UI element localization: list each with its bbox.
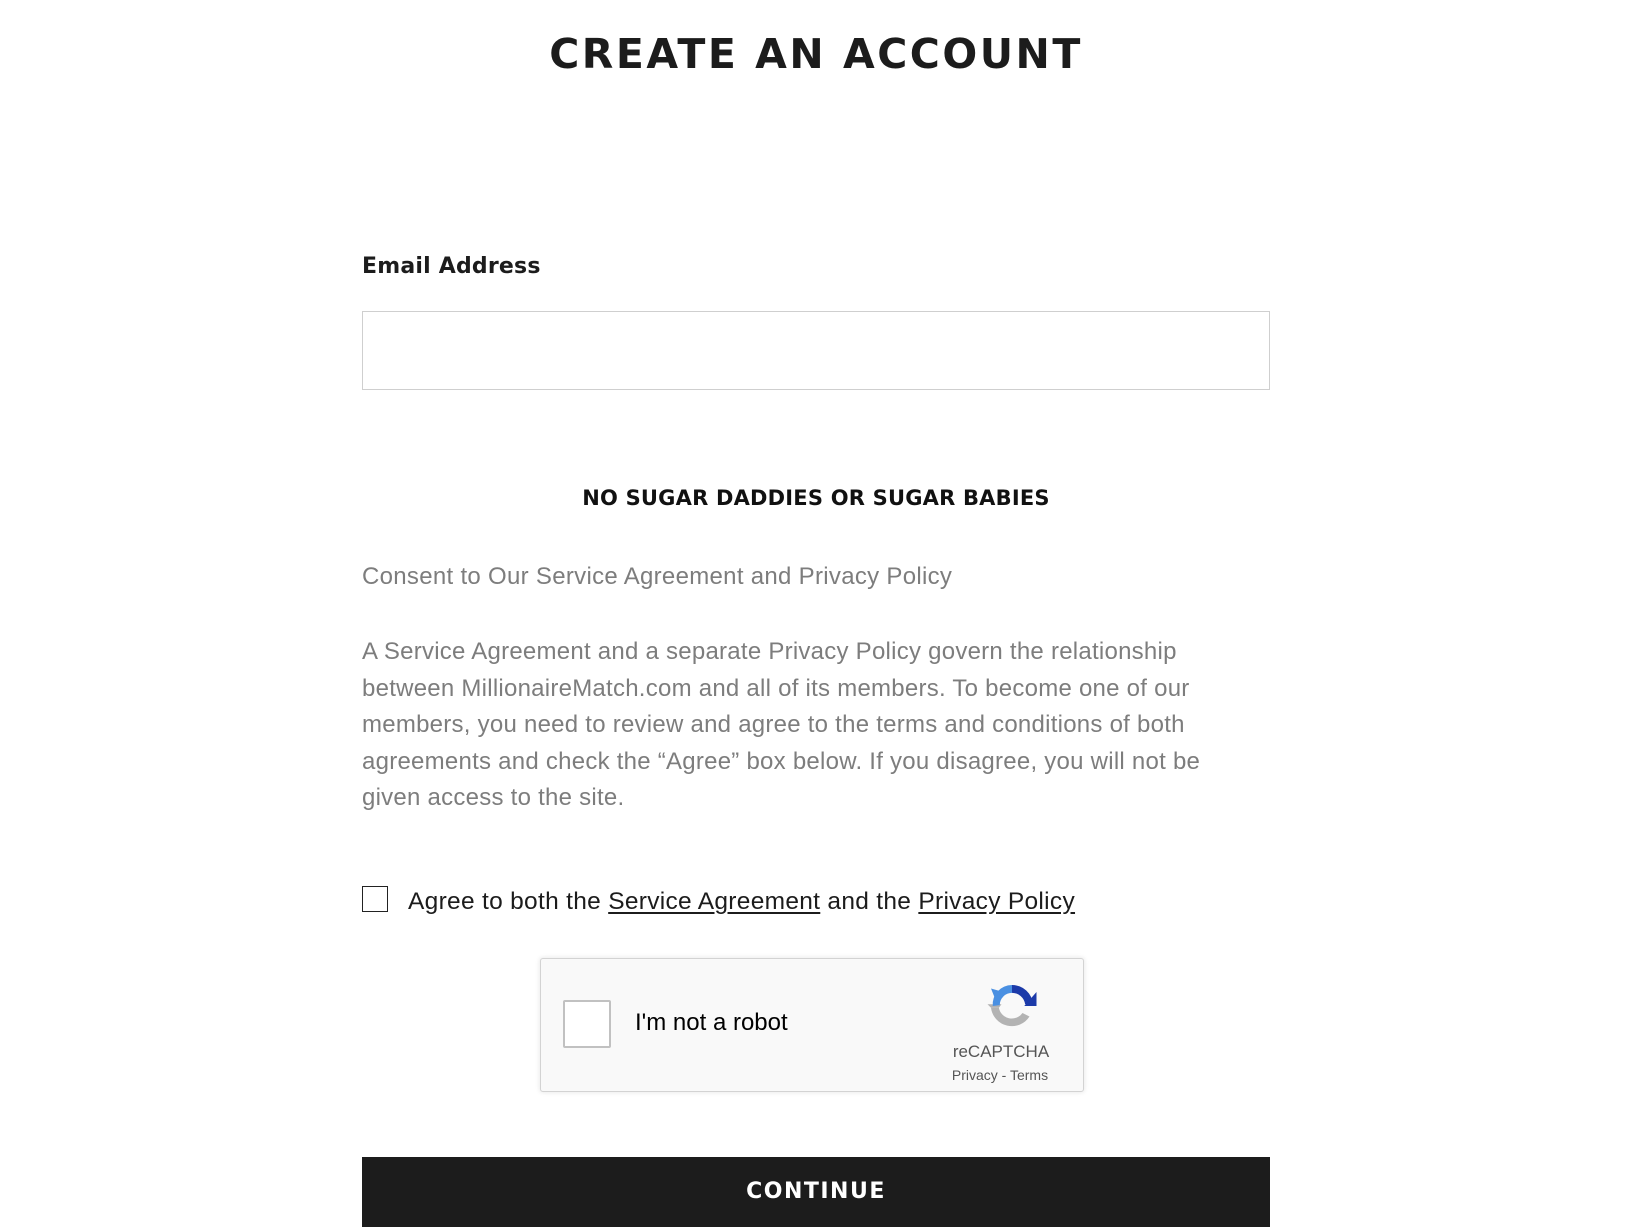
recaptcha-widget: [540, 958, 1084, 1092]
page-title: CREATE AN ACCOUNT: [549, 30, 1083, 78]
recaptcha-links: [935, 1067, 1065, 1083]
agree-text: [408, 888, 1075, 916]
agree-middle: and the: [820, 888, 919, 915]
agree-prefix: Agree to both the: [408, 888, 609, 915]
section-subtitle: NO SUGAR DADDIES OR SUGAR BABIES: [582, 486, 1050, 510]
agree-checkbox[interactable]: [362, 886, 388, 912]
recaptcha-link-separator: -: [997, 1067, 1010, 1083]
consent-body: A Service Agreement and a separate Privacy Policy govern the relationship between MillionaireMatch.com and all of its members. To become one of our members, you need to review and agree to the terms and conditions of both agreements and check the “Agree” box below. If you disagree, you will not be given access to the site.: [362, 638, 1201, 811]
recaptcha-privacy-link[interactable]: Privacy: [951, 1067, 998, 1083]
privacy-policy-link[interactable]: Privacy Policy: [918, 888, 1076, 915]
agree-row: [362, 884, 1075, 920]
service-agreement-link[interactable]: Service Agreement: [608, 888, 821, 915]
recaptcha-label: I'm not a robot: [635, 1009, 788, 1036]
recaptcha-terms-link[interactable]: Terms: [1009, 1067, 1049, 1083]
email-input[interactable]: [362, 311, 1270, 390]
consent-title: Consent to Our Service Agreement and Privacy Policy: [362, 563, 953, 590]
recaptcha-logo-icon: [984, 978, 1040, 1034]
email-label: Email Address: [362, 254, 541, 279]
continue-button[interactable]: CONTINUE: [362, 1157, 1270, 1227]
recaptcha-brand: reCAPTCHA: [952, 1042, 1050, 1061]
recaptcha-checkbox[interactable]: [563, 1000, 611, 1048]
